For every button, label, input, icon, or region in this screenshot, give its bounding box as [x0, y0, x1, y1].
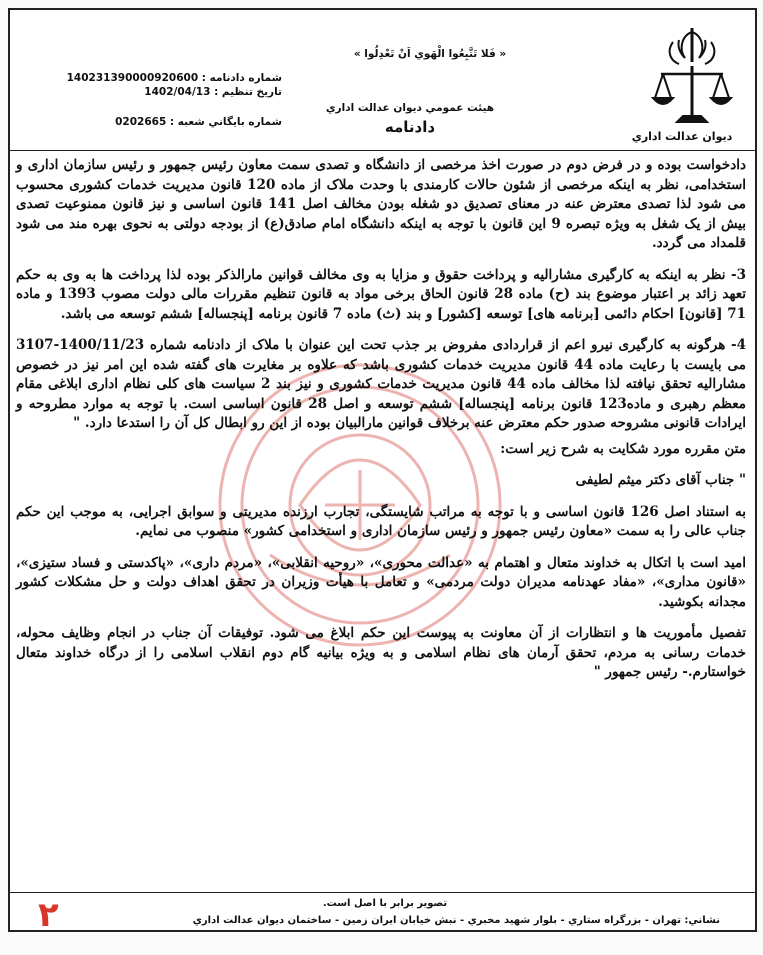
- paragraph-1: دادخواست بوده و در فرض دوم در صورت اخذ مرخصی از دانشگاه و تصدی سمت معاون رئیس جمهور و رئیس سازمان اداری و استخدامی، نظر به اینکه مرخصی از شئون حالات کارمندی با وحدت ملاک از ماده 120 قانون مدیریت خدمات کشوری محسوب می شود لذا تصدی معترض عنه در معنای تصدیق دو شغله بودن مخالف اصل 141 قانون اساسی و نیز قانون ممنوعیت تصدی بیش از یک شغل به ویژه تبصره 9 این قانون با توجه به اینکه دانشگاه امام صادق(ع) از بودجه دولتی به نحوی بهره مند می شود قلمداد می گردد.: [16, 157, 747, 251]
- appointment-paragraph: به استناد اصل 126 قانون اساسی و با توجه به مراتب شایستگی، تجارب ارزنده مدیریتی و سوابق اجرایی، به موجب این حکم جناب عالی را به سمت «معاون رئیس جمهور و رئیس سازمان اداری و استخدامی کشور» منصوب می نمایم.: [16, 503, 746, 539]
- certification-note: تصوير برابر با اصل است.: [322, 898, 448, 909]
- paragraph-3: 3- نظر به اینکه به کارگیری مشارالیه و پرداخت حقوق و مزایا به وی مخالف قوانین مارالذکر بوده لذا پرداخت ها به وی به حکم تعهد زائد بر اعتبار موضوع بند (ح) ماده 28 قانون الحاق برخی مواد به قانون تنظیم مقررات مالی دولت مصوب 1393 و ماده 71 [قانون] احکام دائمی [برنامه های] توسعه [کشور] و بند (ث) ماده 7 قانون برنامه [پنجساله] ششم توسعه می باشد.: [16, 266, 746, 322]
- iran-emblem-with-scales-icon: [651, 22, 733, 132]
- document-title: دادنامه: [384, 118, 436, 136]
- archive-row: [62, 116, 282, 128]
- decision-number-row: [62, 72, 282, 84]
- document-frame: [8, 8, 757, 935]
- decision-number: 140231390000920600: [66, 72, 199, 84]
- date-label: تاريخ تنظيم :: [214, 86, 282, 98]
- decision-number-label: شماره دادنامه :: [201, 72, 282, 84]
- date-value: 1402/04/13: [144, 86, 211, 98]
- closing-paragraph: تفصیل مأموریت ها و انتظارات از آن معاونت به پیوست این حکم ابلاغ می شود. توفیقات آن جناب در انجام وظایف محوله، خدمات رسانی به مردم، تحقق آرمان های نظام اسلامی و به ویژه بیانیه گام دوم انقلاب اسلامی را از درگاه خداوند متعال خواستارم.- رئیس جمهور ": [16, 625, 746, 680]
- court-name: ديوان عدالت اداري: [631, 130, 733, 143]
- addressee-line: " جناب آقای دکتر میثم لطیفی: [575, 472, 746, 488]
- quran-verse: « فَلا تَتَّبِعُوا الْهَوي اَنْ تَعْدِلُوا »: [353, 48, 507, 60]
- date-row: [62, 86, 282, 98]
- issuing-board: هيئت عمومي ديوان عدالت اداري: [325, 102, 495, 114]
- footer-address: نشاني: تهران - بزرگراه ستاري - بلوار شهيد مخبري - نبش خيابان ايران زمين - ساختمان ديوان عدالت اداري: [192, 915, 720, 926]
- archive-label: شماره بايگاني شعبه :: [169, 116, 282, 128]
- archive-number: 0202665: [115, 116, 167, 128]
- paragraph-4: 4- هرگونه به کارگیری نیرو اعم از قراردادی مفروض بر جذب تحت این عنوان با ملاک از دادنامه شماره 1400/11/23-3107 می بایست با رعایت ماده 44 قانون مدیریت خدمات کشوری باشد که علاوه بر مغایرت های گفته شده این امر نیز در خصوص مشارالیه تحقق نیافته لذا مخالف ماده 44 قانون مدیریت خدمات کشوری و نیز بند 2 سیاست های کلی نظام اداری ابلاغی مقام معظم رهبری و ماده123 قانون برنامه [پنجساله] ششم توسعه و اصل 28 قانون اساسی است. با توجه به موارد مطروحه و ایرادات قانونی مشروحه صدور حکم معترض عنه برخلاف قوانین مارالبیان بوده از این رو ابطال کل آن را استدعا دارد. ": [16, 337, 746, 431]
- handwritten-page-number: ٢: [38, 895, 59, 935]
- footer-divider: [10, 892, 755, 893]
- document-header: [10, 10, 755, 150]
- header-divider: [10, 150, 755, 151]
- document-body: [16, 156, 746, 695]
- regulation-intro: متن مقرره مورد شکایت به شرح زیر است:: [500, 440, 746, 457]
- expectations-paragraph: امید است با اتکال به خداوند متعال و اهتمام به «عدالت محوری»، «روحیه انقلابی»، «مردم داری»، «پاکدستی و فساد ستیزی»، «قانون مداری»، «مفاد عهدنامه مدیران دولت مردمی» و تعامل با هیأت وزیران در تحقق اهداف دولت و حل مشکلات کشور مجدانه بکوشید.: [16, 554, 746, 610]
